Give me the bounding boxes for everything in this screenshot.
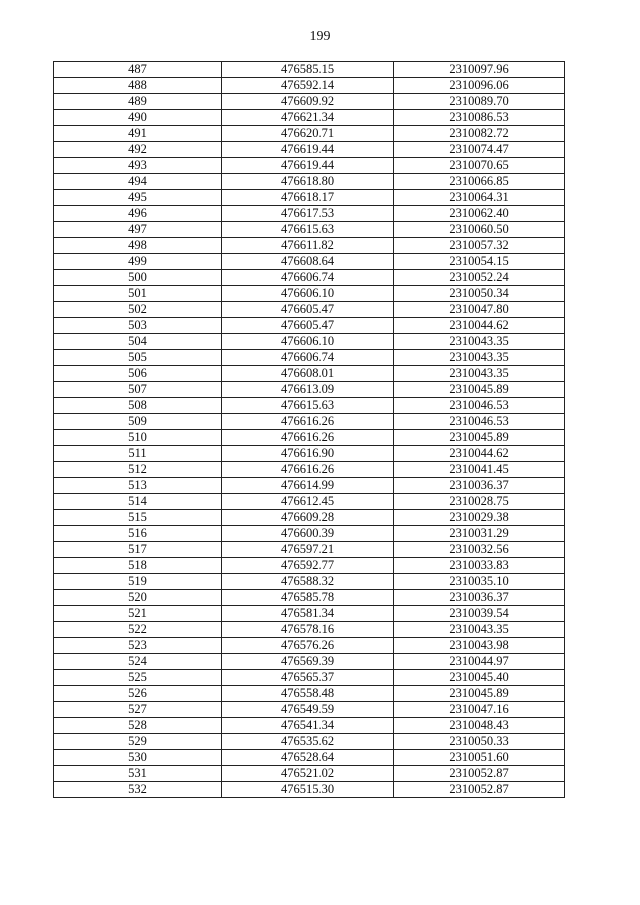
y-coordinate-cell: 2310045.89 (394, 686, 565, 702)
x-coordinate-cell: 476585.15 (222, 62, 394, 78)
y-coordinate-cell: 2310046.53 (394, 414, 565, 430)
table-row (54, 222, 565, 238)
table-row (54, 430, 565, 446)
table-row (54, 382, 565, 398)
point-number-cell: 501 (54, 286, 222, 302)
point-number-cell: 499 (54, 254, 222, 270)
point-number-cell: 523 (54, 638, 222, 654)
point-number-cell: 492 (54, 142, 222, 158)
table-row (54, 750, 565, 766)
x-coordinate-cell: 476535.62 (222, 734, 394, 750)
x-coordinate-cell: 476618.17 (222, 190, 394, 206)
table-row (54, 782, 565, 798)
x-coordinate-cell: 476597.21 (222, 542, 394, 558)
table-row (54, 78, 565, 94)
y-coordinate-cell: 2310031.29 (394, 526, 565, 542)
point-number-cell: 493 (54, 158, 222, 174)
point-number-cell: 498 (54, 238, 222, 254)
y-coordinate-cell: 2310045.89 (394, 430, 565, 446)
x-coordinate-cell: 476592.14 (222, 78, 394, 94)
table-row (54, 494, 565, 510)
y-coordinate-cell: 2310052.87 (394, 782, 565, 798)
y-coordinate-cell: 2310046.53 (394, 398, 565, 414)
point-number-cell: 506 (54, 366, 222, 382)
point-number-cell: 529 (54, 734, 222, 750)
y-coordinate-cell: 2310054.15 (394, 254, 565, 270)
point-number-cell: 520 (54, 590, 222, 606)
table-row (54, 510, 565, 526)
y-coordinate-cell: 2310032.56 (394, 542, 565, 558)
table-row (54, 654, 565, 670)
table-row (54, 702, 565, 718)
x-coordinate-cell: 476515.30 (222, 782, 394, 798)
point-number-cell: 489 (54, 94, 222, 110)
y-coordinate-cell: 2310036.37 (394, 478, 565, 494)
table-row (54, 414, 565, 430)
x-coordinate-cell: 476541.34 (222, 718, 394, 734)
table-row (54, 478, 565, 494)
page-number: 199 (309, 29, 331, 44)
point-number-cell: 530 (54, 750, 222, 766)
table-row (54, 206, 565, 222)
point-number-cell: 508 (54, 398, 222, 414)
table-row (54, 302, 565, 318)
table-row (54, 574, 565, 590)
x-coordinate-cell: 476621.34 (222, 110, 394, 126)
point-number-cell: 512 (54, 462, 222, 478)
point-number-cell: 519 (54, 574, 222, 590)
table-row (54, 110, 565, 126)
y-coordinate-cell: 2310044.62 (394, 446, 565, 462)
x-coordinate-cell: 476600.39 (222, 526, 394, 542)
y-coordinate-cell: 2310043.35 (394, 334, 565, 350)
y-coordinate-cell: 2310070.65 (394, 158, 565, 174)
coordinates-table (53, 61, 565, 798)
point-number-cell: 488 (54, 78, 222, 94)
x-coordinate-cell: 476585.78 (222, 590, 394, 606)
x-coordinate-cell: 476615.63 (222, 398, 394, 414)
x-coordinate-cell: 476619.44 (222, 142, 394, 158)
x-coordinate-cell: 476592.77 (222, 558, 394, 574)
point-number-cell: 504 (54, 334, 222, 350)
y-coordinate-cell: 2310052.24 (394, 270, 565, 286)
point-number-cell: 522 (54, 622, 222, 638)
table-row (54, 238, 565, 254)
table-row (54, 526, 565, 542)
y-coordinate-cell: 2310050.33 (394, 734, 565, 750)
y-coordinate-cell: 2310064.31 (394, 190, 565, 206)
x-coordinate-cell: 476619.44 (222, 158, 394, 174)
y-coordinate-cell: 2310096.06 (394, 78, 565, 94)
point-number-cell: 525 (54, 670, 222, 686)
y-coordinate-cell: 2310062.40 (394, 206, 565, 222)
point-number-cell: 507 (54, 382, 222, 398)
y-coordinate-cell: 2310044.97 (394, 654, 565, 670)
y-coordinate-cell: 2310039.54 (394, 606, 565, 622)
x-coordinate-cell: 476606.10 (222, 334, 394, 350)
point-number-cell: 491 (54, 126, 222, 142)
x-coordinate-cell: 476611.82 (222, 238, 394, 254)
y-coordinate-cell: 2310044.62 (394, 318, 565, 334)
table-row (54, 350, 565, 366)
point-number-cell: 511 (54, 446, 222, 462)
x-coordinate-cell: 476569.39 (222, 654, 394, 670)
table-row (54, 670, 565, 686)
table-row (54, 766, 565, 782)
point-number-cell: 497 (54, 222, 222, 238)
x-coordinate-cell: 476615.63 (222, 222, 394, 238)
point-number-cell: 500 (54, 270, 222, 286)
x-coordinate-cell: 476528.64 (222, 750, 394, 766)
y-coordinate-cell: 2310033.83 (394, 558, 565, 574)
y-coordinate-cell: 2310045.89 (394, 382, 565, 398)
x-coordinate-cell: 476605.47 (222, 302, 394, 318)
table-row (54, 622, 565, 638)
y-coordinate-cell: 2310097.96 (394, 62, 565, 78)
y-coordinate-cell: 2310043.35 (394, 350, 565, 366)
table-row (54, 174, 565, 190)
x-coordinate-cell: 476558.48 (222, 686, 394, 702)
table-row (54, 270, 565, 286)
y-coordinate-cell: 2310066.85 (394, 174, 565, 190)
x-coordinate-cell: 476606.10 (222, 286, 394, 302)
y-coordinate-cell: 2310057.32 (394, 238, 565, 254)
x-coordinate-cell: 476616.90 (222, 446, 394, 462)
table-row (54, 254, 565, 270)
table-row (54, 638, 565, 654)
table-row (54, 126, 565, 142)
table-row (54, 190, 565, 206)
y-coordinate-cell: 2310028.75 (394, 494, 565, 510)
point-number-cell: 527 (54, 702, 222, 718)
table-row (54, 142, 565, 158)
table-row (54, 318, 565, 334)
point-number-cell: 528 (54, 718, 222, 734)
x-coordinate-cell: 476606.74 (222, 350, 394, 366)
y-coordinate-cell: 2310074.47 (394, 142, 565, 158)
point-number-cell: 513 (54, 478, 222, 494)
y-coordinate-cell: 2310043.98 (394, 638, 565, 654)
x-coordinate-cell: 476614.99 (222, 478, 394, 494)
table-row (54, 286, 565, 302)
x-coordinate-cell: 476581.34 (222, 606, 394, 622)
y-coordinate-cell: 2310043.35 (394, 622, 565, 638)
point-number-cell: 515 (54, 510, 222, 526)
y-coordinate-cell: 2310089.70 (394, 94, 565, 110)
point-number-cell: 490 (54, 110, 222, 126)
point-number-cell: 518 (54, 558, 222, 574)
x-coordinate-cell: 476605.47 (222, 318, 394, 334)
x-coordinate-cell: 476616.26 (222, 414, 394, 430)
x-coordinate-cell: 476588.32 (222, 574, 394, 590)
point-number-cell: 509 (54, 414, 222, 430)
table-row (54, 398, 565, 414)
point-number-cell: 516 (54, 526, 222, 542)
point-number-cell: 503 (54, 318, 222, 334)
y-coordinate-cell: 2310029.38 (394, 510, 565, 526)
coordinates-table-body (54, 62, 565, 798)
table-row (54, 558, 565, 574)
table-row (54, 542, 565, 558)
y-coordinate-cell: 2310048.43 (394, 718, 565, 734)
table-row (54, 62, 565, 78)
table-row (54, 334, 565, 350)
table-row (54, 366, 565, 382)
point-number-cell: 524 (54, 654, 222, 670)
table-row (54, 718, 565, 734)
x-coordinate-cell: 476608.01 (222, 366, 394, 382)
x-coordinate-cell: 476616.26 (222, 430, 394, 446)
y-coordinate-cell: 2310050.34 (394, 286, 565, 302)
point-number-cell: 531 (54, 766, 222, 782)
point-number-cell: 494 (54, 174, 222, 190)
x-coordinate-cell: 476617.53 (222, 206, 394, 222)
x-coordinate-cell: 476578.16 (222, 622, 394, 638)
table-row (54, 734, 565, 750)
x-coordinate-cell: 476613.09 (222, 382, 394, 398)
table-row (54, 590, 565, 606)
point-number-cell: 510 (54, 430, 222, 446)
y-coordinate-cell: 2310041.45 (394, 462, 565, 478)
y-coordinate-cell: 2310086.53 (394, 110, 565, 126)
x-coordinate-cell: 476608.64 (222, 254, 394, 270)
x-coordinate-cell: 476606.74 (222, 270, 394, 286)
x-coordinate-cell: 476620.71 (222, 126, 394, 142)
point-number-cell: 502 (54, 302, 222, 318)
x-coordinate-cell: 476609.28 (222, 510, 394, 526)
x-coordinate-cell: 476576.26 (222, 638, 394, 654)
point-number-cell: 496 (54, 206, 222, 222)
point-number-cell: 532 (54, 782, 222, 798)
x-coordinate-cell: 476549.59 (222, 702, 394, 718)
table-row (54, 446, 565, 462)
y-coordinate-cell: 2310047.16 (394, 702, 565, 718)
point-number-cell: 526 (54, 686, 222, 702)
y-coordinate-cell: 2310052.87 (394, 766, 565, 782)
point-number-cell: 487 (54, 62, 222, 78)
table-row (54, 462, 565, 478)
y-coordinate-cell: 2310051.60 (394, 750, 565, 766)
y-coordinate-cell: 2310045.40 (394, 670, 565, 686)
y-coordinate-cell: 2310060.50 (394, 222, 565, 238)
point-number-cell: 505 (54, 350, 222, 366)
table-row (54, 94, 565, 110)
y-coordinate-cell: 2310047.80 (394, 302, 565, 318)
x-coordinate-cell: 476618.80 (222, 174, 394, 190)
x-coordinate-cell: 476612.45 (222, 494, 394, 510)
y-coordinate-cell: 2310035.10 (394, 574, 565, 590)
point-number-cell: 514 (54, 494, 222, 510)
point-number-cell: 517 (54, 542, 222, 558)
table-row (54, 606, 565, 622)
x-coordinate-cell: 476609.92 (222, 94, 394, 110)
y-coordinate-cell: 2310043.35 (394, 366, 565, 382)
x-coordinate-cell: 476565.37 (222, 670, 394, 686)
y-coordinate-cell: 2310082.72 (394, 126, 565, 142)
point-number-cell: 521 (54, 606, 222, 622)
point-number-cell: 495 (54, 190, 222, 206)
table-row (54, 158, 565, 174)
x-coordinate-cell: 476616.26 (222, 462, 394, 478)
table-row (54, 686, 565, 702)
x-coordinate-cell: 476521.02 (222, 766, 394, 782)
y-coordinate-cell: 2310036.37 (394, 590, 565, 606)
